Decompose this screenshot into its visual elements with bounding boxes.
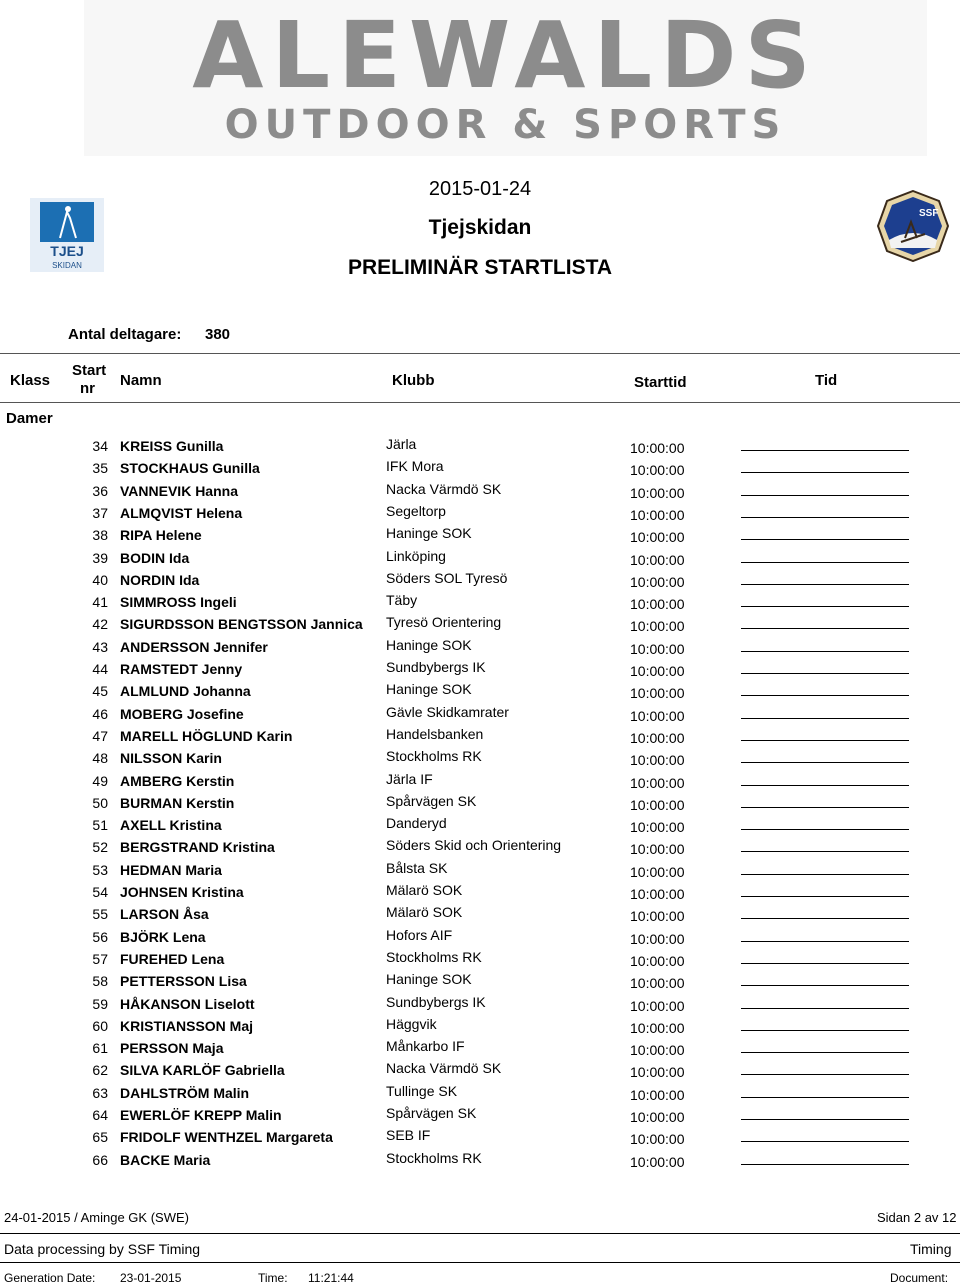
table-row [0, 1015, 960, 1040]
start-time: 10:00:00 [630, 685, 685, 702]
athlete-name: RAMSTEDT Jenny [120, 661, 243, 677]
club-name: Månkarbo IF [386, 1038, 465, 1055]
table-row [0, 460, 960, 482]
start-number: 66 [92, 1151, 108, 1168]
club-name: Linköping [386, 547, 446, 564]
start-time: 10:00:00 [630, 529, 685, 546]
club-name: Spårvägen SK [386, 792, 477, 809]
athlete-name: ALMQVIST Helena [120, 504, 243, 521]
start-time: 10:00:00 [630, 640, 685, 657]
finish-time-blank [741, 1119, 909, 1120]
club-name: Tyresö Orientering [386, 614, 502, 631]
footer-rule-2 [0, 1262, 960, 1263]
start-number: 45 [92, 683, 108, 700]
club-name: Nacka Värmdö SK [386, 1060, 502, 1077]
table-row [0, 750, 960, 772]
event-title: Tjejskidan [428, 216, 532, 239]
start-time: 10:00:00 [630, 707, 685, 724]
finish-time-blank [741, 1097, 909, 1098]
participants-count: 380 [205, 326, 231, 343]
athlete-name: MOBERG Josefine [120, 705, 244, 722]
finish-time-blank [741, 695, 909, 696]
svg-text:SKIDAN: SKIDAN [52, 261, 82, 270]
start-number: 38 [92, 527, 108, 544]
svg-text:TJEJ: TJEJ [50, 243, 84, 259]
start-time: 10:00:00 [630, 1019, 685, 1036]
footer-processing: Data processing by SSF Timing [4, 1241, 201, 1257]
start-number: 48 [92, 750, 108, 767]
table-row [0, 884, 960, 906]
class-section-title: Damer [6, 410, 53, 427]
club-name: Segeltorp [386, 502, 446, 519]
club-name: Stockholms RK [386, 948, 482, 965]
finish-time-blank [741, 1074, 909, 1075]
table-row [0, 683, 960, 705]
start-number: 60 [92, 1017, 108, 1034]
athlete-name: DAHLSTRÖM Malin [120, 1084, 250, 1101]
start-time: 10:00:00 [630, 997, 685, 1014]
athlete-name: BACKE Maria [120, 1151, 211, 1168]
club-name: Tullinge SK [386, 1082, 458, 1099]
athlete-name: BERGSTRAND Kristina [120, 839, 275, 856]
start-time: 10:00:00 [630, 506, 685, 523]
table-row [0, 817, 960, 839]
table-row [0, 792, 960, 817]
start-time: 10:00:00 [630, 774, 685, 791]
start-time: 10:00:00 [630, 908, 685, 925]
club-name: Haninge SOK [386, 636, 472, 653]
footer-document-label: Document: [890, 1271, 949, 1285]
table-row [0, 1129, 960, 1151]
club-name: Stockholms RK [386, 1149, 482, 1166]
start-time: 10:00:00 [630, 1131, 685, 1148]
col-starttid: Starttid [634, 374, 687, 391]
start-time: 10:00:00 [630, 551, 685, 568]
finish-time-blank [741, 584, 909, 585]
athlete-name: NILSSON Karin [120, 750, 222, 767]
table-row [0, 438, 960, 460]
athlete-name: ALMLUND Johanna [120, 683, 251, 700]
athlete-name: HEDMAN Maria [120, 861, 222, 878]
athlete-name: SIGURDSSON BENGTSSON Jannica [120, 616, 363, 633]
finish-time-blank [741, 1141, 909, 1142]
club-name: Järla IF [386, 770, 433, 787]
start-number: 56 [92, 928, 108, 945]
finish-time-blank [741, 606, 909, 607]
start-number: 50 [92, 794, 108, 811]
finish-time-blank [741, 450, 909, 451]
footer-page: Sidan 2 av 12 [877, 1210, 957, 1225]
club-name: Hofors AIF [386, 926, 453, 943]
col-start-nr: nr [80, 380, 95, 397]
club-name: Haninge SOK [386, 971, 472, 988]
athlete-name: PETTERSSON Lisa [120, 973, 247, 990]
athlete-name: NORDIN Ida [120, 571, 200, 588]
club-name: Spårvägen SK [386, 1105, 477, 1121]
start-number: 42 [92, 616, 108, 633]
start-time: 10:00:00 [630, 952, 685, 969]
athlete-name: PERSSON Maja [120, 1040, 224, 1057]
club-name: Sundbybergs IK [386, 993, 486, 1010]
athlete-name: AMBERG Kerstin [120, 772, 235, 789]
start-number: 46 [92, 705, 108, 722]
finish-time-blank [741, 472, 909, 473]
athlete-name: RIPA Helene [120, 527, 202, 544]
table-row [0, 1062, 960, 1084]
athlete-name: KREISS Gunilla [120, 438, 224, 454]
start-number: 64 [92, 1107, 108, 1123]
start-number: 43 [92, 638, 108, 655]
sponsor-brand: ALEWALDS [192, 2, 819, 109]
header-rule-bottom [0, 402, 960, 403]
club-name: Handelsbanken [386, 725, 484, 742]
athlete-name: STOCKHAUS Gunilla [120, 460, 260, 477]
athlete-name: BJÖRK Lena [120, 928, 206, 945]
club-name: Mälarö SOK [386, 904, 463, 921]
athlete-name: SILVA KARLÖF Gabriella [120, 1062, 285, 1079]
athlete-name: KRISTIANSSON Maj [120, 1017, 254, 1034]
club-name: Gävle Skidkamrater [386, 703, 509, 720]
table-row [0, 725, 960, 750]
table-row [0, 926, 960, 951]
start-time: 10:00:00 [630, 1042, 685, 1059]
club-name: Danderyd [386, 815, 447, 832]
start-number: 49 [92, 772, 108, 789]
table-row [0, 502, 960, 527]
start-number: 41 [92, 594, 108, 611]
club-name: Söders SOL Tyresö [386, 569, 508, 586]
table-row [0, 973, 960, 995]
start-number: 52 [92, 839, 108, 856]
start-time: 10:00:00 [630, 663, 685, 679]
start-time: 10:00:00 [630, 1064, 685, 1081]
sponsor-banner [84, 0, 927, 156]
club-name: Söders Skid och Orientering [386, 837, 562, 854]
table-row [0, 770, 960, 795]
club-name: SEB IF [386, 1127, 431, 1144]
footer-gen-label: Generation Date: [4, 1271, 96, 1285]
footer-gen-date: 23-01-2015 [120, 1271, 182, 1285]
participants-label: Antal deltagare: [68, 326, 182, 343]
col-tid: Tid [815, 372, 838, 389]
start-time: 10:00:00 [630, 729, 685, 746]
finish-time-blank [741, 628, 909, 629]
finish-time-blank [741, 896, 909, 897]
start-time: 10:00:00 [630, 975, 685, 992]
table-row [0, 1107, 960, 1129]
athlete-name: SIMMROSS Ingeli [120, 594, 237, 611]
table-row [0, 661, 960, 683]
start-number: 34 [92, 438, 108, 454]
finish-time-blank [741, 1008, 909, 1009]
start-time: 10:00:00 [630, 819, 685, 836]
finish-time-blank [741, 829, 909, 830]
table-row [0, 906, 960, 928]
footer-time-label: Time: [258, 1271, 288, 1285]
athlete-name: BURMAN Kerstin [120, 794, 235, 811]
col-start: Start [72, 362, 107, 379]
table-row [0, 636, 960, 661]
table-row [0, 527, 960, 549]
start-time: 10:00:00 [630, 596, 685, 613]
finish-time-blank [741, 985, 909, 986]
club-name: Haninge SOK [386, 681, 472, 698]
finish-time-blank [741, 941, 909, 942]
club-name: Bålsta SK [386, 859, 448, 876]
start-time: 10:00:00 [630, 484, 685, 501]
start-number: 63 [92, 1084, 108, 1101]
start-number: 47 [92, 727, 108, 744]
col-namn: Namn [120, 372, 162, 389]
athlete-name: AXELL Kristina [120, 817, 222, 834]
start-number: 51 [92, 817, 108, 834]
start-number: 37 [92, 504, 108, 521]
finish-time-blank [741, 918, 909, 919]
athlete-name: FUREHED Lena [120, 950, 225, 967]
table-row [0, 703, 960, 728]
start-number: 39 [92, 549, 108, 566]
club-name: Nacka Värmdö SK [386, 480, 502, 497]
svg-text:SSF: SSF [919, 208, 939, 219]
start-number: 40 [92, 571, 108, 588]
athlete-name: ANDERSSON Jennifer [120, 638, 268, 655]
club-name: Häggvik [386, 1015, 437, 1032]
table-row [0, 616, 960, 638]
start-number: 57 [92, 950, 108, 967]
table-row [0, 1082, 960, 1107]
start-number: 55 [92, 906, 108, 923]
table-row [0, 1040, 960, 1062]
list-status: PRELIMINÄR STARTLISTA [347, 256, 613, 279]
start-time: 10:00:00 [630, 752, 685, 769]
table-row [0, 859, 960, 884]
col-klass: Klass [10, 372, 51, 389]
start-time: 10:00:00 [630, 1109, 685, 1125]
footer-timing: Timing [910, 1241, 952, 1257]
start-number: 53 [92, 861, 108, 878]
table-row [0, 569, 960, 594]
table-row [0, 993, 960, 1018]
start-time: 10:00:00 [630, 462, 685, 479]
finish-time-blank [741, 1030, 909, 1031]
sponsor-tagline: OUTDOOR & SPORTS [224, 102, 787, 148]
club-name: Sundbybergs IK [386, 659, 486, 675]
finish-time-blank [741, 807, 909, 808]
finish-time-blank [741, 851, 909, 852]
athlete-name: VANNEVIK Hanna [120, 482, 238, 499]
table-row [0, 594, 960, 616]
athlete-name: BODIN Ida [120, 549, 190, 566]
start-time: 10:00:00 [630, 796, 685, 813]
table-row [0, 480, 960, 505]
finish-time-blank [741, 1052, 909, 1053]
start-time: 10:00:00 [630, 618, 685, 635]
table-row [0, 1149, 960, 1174]
club-name: Mälarö SOK [386, 882, 463, 898]
footer-time-value: 11:21:44 [308, 1271, 354, 1285]
finish-time-blank [741, 539, 909, 540]
start-number: 36 [92, 482, 108, 499]
start-time: 10:00:00 [630, 930, 685, 947]
athlete-name: FRIDOLF WENTHZEL Margareta [120, 1129, 333, 1146]
start-time: 10:00:00 [630, 440, 685, 456]
finish-time-blank [741, 963, 909, 964]
header-rule-top [0, 353, 960, 354]
finish-time-blank [741, 495, 909, 496]
start-time: 10:00:00 [630, 573, 685, 590]
club-name: IFK Mora [386, 458, 444, 475]
finish-time-blank [741, 740, 909, 741]
start-number: 62 [92, 1062, 108, 1079]
table-row [0, 948, 960, 973]
club-name: Täby [386, 592, 418, 609]
start-number: 59 [92, 995, 108, 1012]
athlete-name: EWERLÖF KREPP Malin [120, 1107, 282, 1123]
start-time: 10:00:00 [630, 841, 685, 858]
athlete-name: LARSON Åsa [120, 906, 209, 923]
finish-time-blank [741, 673, 909, 674]
col-klubb: Klubb [392, 372, 435, 389]
start-time: 10:00:00 [630, 1153, 685, 1170]
finish-time-blank [741, 1164, 909, 1165]
start-number: 35 [92, 460, 108, 477]
start-number: 54 [92, 884, 108, 900]
start-number: 61 [92, 1040, 108, 1057]
footer-rule-1 [0, 1233, 960, 1234]
finish-time-blank [741, 874, 909, 875]
athlete-name: MARELL HÖGLUND Karin [120, 727, 293, 744]
table-row [0, 839, 960, 861]
finish-time-blank [741, 651, 909, 652]
table-row [0, 547, 960, 572]
footer-venue: 24-01-2015 / Aminge GK (SWE) [4, 1210, 189, 1225]
finish-time-blank [741, 718, 909, 719]
finish-time-blank [741, 562, 909, 563]
start-number: 58 [92, 973, 108, 990]
start-number: 65 [92, 1129, 108, 1146]
start-time: 10:00:00 [630, 1086, 685, 1103]
start-time: 10:00:00 [630, 863, 685, 880]
finish-time-blank [741, 517, 909, 518]
start-time: 10:00:00 [630, 886, 685, 902]
finish-time-blank [741, 785, 909, 786]
finish-time-blank [741, 762, 909, 763]
athlete-name: HÅKANSON Liselott [120, 995, 255, 1012]
club-name: Haninge SOK [386, 525, 472, 542]
club-name: Järla [386, 436, 417, 452]
race-date: 2015-01-24 [428, 178, 532, 200]
start-number: 44 [92, 661, 108, 677]
athlete-name: JOHNSEN Kristina [120, 884, 244, 900]
club-name: Stockholms RK [386, 748, 482, 765]
